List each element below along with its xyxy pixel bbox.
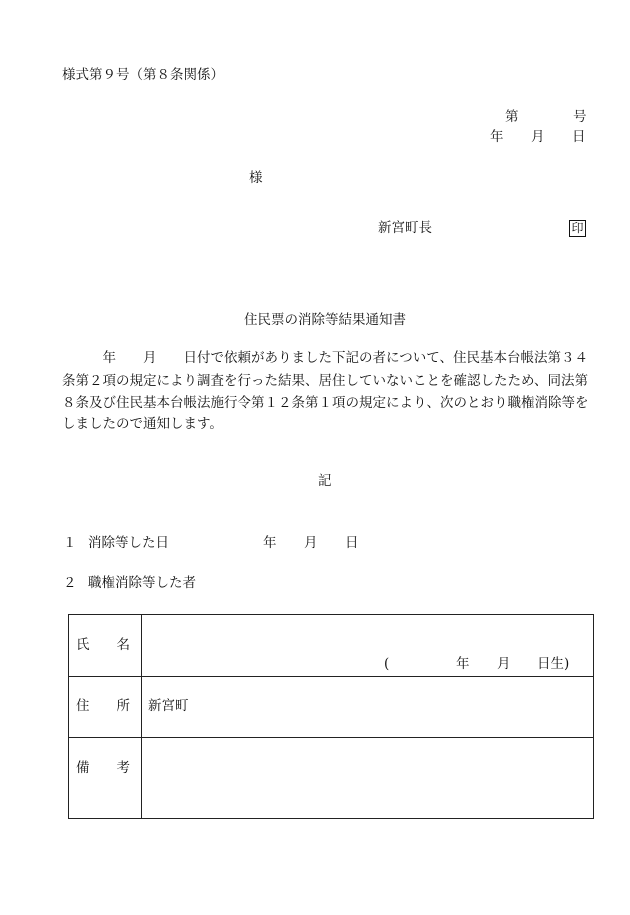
remarks-value-cell [142, 738, 593, 818]
label-cell [69, 738, 142, 818]
issue-date-year: 年 [490, 129, 504, 145]
table-row-remarks [69, 738, 593, 818]
body-line: ８条及び住民基本台帳法施行令第１２条第１項の規定により、次のとおり職権消除等を [62, 395, 589, 411]
body-line: しましたので通知します。 [62, 416, 223, 432]
form-number-label: 様式第９号（第８条関係） [62, 67, 224, 83]
removal-date-month: 月 [304, 535, 318, 551]
birth-day-close: 日生) [537, 656, 570, 672]
document-title: 住民票の消除等結果通知書 [244, 312, 406, 328]
item-label: 消除等した日 [88, 535, 169, 551]
name-label: 氏 名 [76, 637, 130, 653]
birth-year: 年 [456, 656, 470, 672]
ki-heading: 記 [318, 473, 332, 489]
label-cell [69, 677, 142, 737]
remarks-label: 備 考 [76, 760, 130, 776]
item-label: 職権消除等した者 [88, 575, 196, 591]
removal-date-year: 年 [263, 535, 277, 551]
sender-name: 新宮町長 [378, 220, 432, 236]
person-details-table [68, 614, 594, 819]
item-number: ２ [63, 575, 77, 591]
issue-date-month: 月 [531, 129, 545, 145]
table-row-address [69, 677, 593, 738]
table-row-name [69, 615, 593, 677]
document-number-prefix: 第 [505, 109, 519, 125]
birth-month: 月 [497, 656, 511, 672]
body-line: 条第２項の規定により調査を行った結果、居住していないことを確認したため、同法第 [62, 373, 588, 389]
document-number-suffix: 号 [573, 109, 587, 125]
address-value: 新宮町 [148, 698, 189, 714]
name-value-cell [142, 615, 593, 676]
addressee-honorific: 様 [249, 170, 263, 186]
body-line: 年 月 日付で依頼がありました下記の者について、住民基本台帳法第３４ [62, 350, 588, 366]
item-number: １ [63, 535, 77, 551]
label-cell [69, 615, 142, 676]
address-value-cell [142, 677, 593, 737]
issue-date-day: 日 [572, 129, 586, 145]
birth-open-paren: ( [384, 656, 390, 672]
seal-mark: 印 [569, 220, 586, 237]
removal-date-day: 日 [345, 535, 359, 551]
address-label: 住 所 [76, 698, 130, 714]
